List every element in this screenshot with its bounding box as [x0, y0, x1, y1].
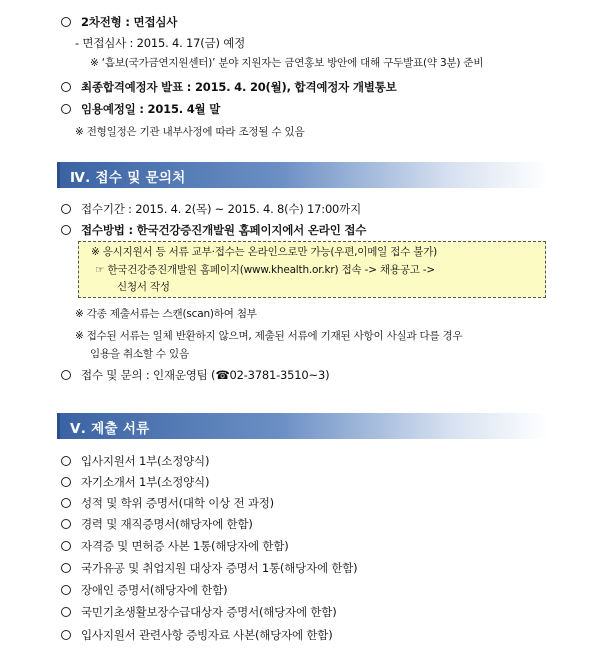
- circle-bullet-icon: [61, 456, 71, 466]
- document-item: 입사지원서 관련사항 증빙자료 사본(해당자에 한함): [61, 627, 332, 643]
- circle-bullet-icon: [61, 607, 71, 617]
- circle-bullet-icon: [61, 82, 71, 92]
- document-item: 장애인 증명서(해당자에 한함): [61, 582, 227, 598]
- contact-info: 접수 및 문의 : 인재운영팀 (☎02-3781-3510~3): [61, 367, 329, 383]
- circle-bullet-icon: [61, 370, 71, 380]
- circle-bullet-icon: [61, 563, 71, 573]
- document-item: 입사지원서 1부(소정양식): [61, 453, 209, 469]
- application-period: 접수기간 : 2015. 4. 2(목) ~ 2015. 4. 8(수) 17:00까지: [61, 201, 361, 217]
- section-header-contact: [57, 162, 548, 188]
- circle-bullet-icon: [61, 225, 71, 235]
- document-item: 성적 및 학위 증명서(대학 이상 전 과정): [61, 495, 274, 511]
- final-announcement: 최종합격예정자 발표 : 2015. 4. 20(월), 합격예정자 개별통보: [61, 79, 397, 95]
- notice-line: 신청서 작성: [117, 281, 170, 293]
- circle-bullet-icon: [61, 541, 71, 551]
- online-only-notice: [78, 241, 546, 298]
- circle-bullet-icon: [61, 630, 71, 640]
- document-item: 자기소개서 1부(소정양식): [61, 474, 209, 490]
- circle-bullet-icon: [61, 498, 71, 508]
- circle-bullet-icon: [61, 477, 71, 487]
- return-note: ※ 접수된 서류는 일체 반환하지 않으며, 제출된 서류에 기재된 사항이 사실과 다를 경우: [75, 330, 463, 342]
- notice-line: ※ 응시지원서 등 서류 교부·접수는 온라인으로만 가능(우편,이메일 접수 불가): [91, 246, 438, 258]
- document-item: 자격증 및 면허증 사본 1통(해당자에 한함): [61, 538, 289, 554]
- interview-note: ※ ‘흡보(국가금연지원센터)’ 분야 지원자는 금연홍보 방안에 대해 구두발표(약 3분) 준비: [90, 57, 484, 69]
- appointment-date: 임용예정일 : 2015. 4월 말: [61, 101, 220, 117]
- schedule-note: ※ 전형일정은 기관 내부사정에 따라 조정될 수 있음: [75, 126, 305, 138]
- section-header-documents: [57, 413, 548, 439]
- section-title: Ⅳ. 접수 및 문의처: [70, 170, 186, 186]
- notice-line: ☞ 한국건강증진개발원 홈페이지(www.khealth.or.kr) 접속 -> 채용공고 ->: [95, 264, 436, 276]
- screening-stage-2: 2차전형 : 면접심사: [61, 14, 177, 30]
- document-item: 경력 및 재직증명서(해당자에 한함): [61, 516, 253, 532]
- circle-bullet-icon: [61, 585, 71, 595]
- return-note-cont: 임용을 취소할 수 있음: [90, 348, 189, 360]
- document-item: 국민기초생활보장수급대상자 증명서(해당자에 한함): [61, 604, 336, 620]
- document-item: 국가유공 및 취업지원 대상자 증명서 1통(해당자에 한함): [61, 560, 357, 576]
- section-title: Ⅴ. 제출 서류: [70, 421, 150, 437]
- interview-date: - 면접심사 : 2015. 4. 17(금) 예정: [75, 36, 246, 50]
- scan-note: ※ 각종 제출서류는 스캔(scan)하여 첨부: [75, 308, 257, 320]
- circle-bullet-icon: [61, 17, 71, 27]
- circle-bullet-icon: [61, 104, 71, 114]
- application-method: 접수방법 : 한국건강증진개발원 홈페이지에서 온라인 접수: [61, 222, 366, 238]
- circle-bullet-icon: [61, 519, 71, 529]
- circle-bullet-icon: [61, 204, 71, 214]
